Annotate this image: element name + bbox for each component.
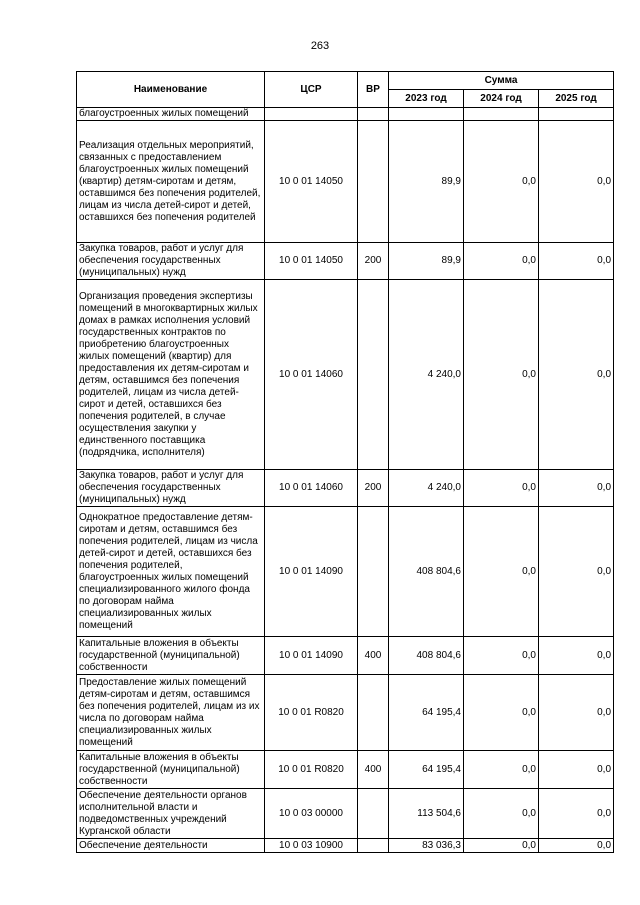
row-y2023: 89,9 xyxy=(389,121,464,243)
table-row xyxy=(77,789,614,839)
row-y2025: 0,0 xyxy=(539,789,614,839)
row-name: Однократное предоставление детям-сиротам и детям, оставшимся без попечения родителей, лицам из числа детей-сирот и детей, оставшихся без попечения родителей, благоустроенных жилых помещений специализированного жилого фонда по договорам найма специализированных жилых помещений xyxy=(77,507,265,637)
row-y2023: 113 504,6 xyxy=(389,789,464,839)
header-csr: ЦСР xyxy=(265,72,358,108)
row-y2024: 0,0 xyxy=(464,789,539,839)
row-name: Реализация отдельных мероприятий, связанных с предоставлением благоустроенных жилых помещений (квартир) детям-сиротам и детям, оставшимся без попечения родителей, лицам из числа детей-сирот и детей, оставшихся без попечения родителей xyxy=(77,121,265,243)
table-row xyxy=(77,280,614,470)
table-row-continuation xyxy=(77,108,614,121)
row-csr: 10 0 01 14050 xyxy=(265,121,358,243)
row-y2023: 4 240,0 xyxy=(389,470,464,507)
row-vr xyxy=(358,280,389,470)
row-csr: 10 0 01 14060 xyxy=(265,280,358,470)
page-number: 263 xyxy=(310,40,330,52)
row-y2025: 0,0 xyxy=(539,280,614,470)
row-y2024: 0,0 xyxy=(464,507,539,637)
row-y2024: 0,0 xyxy=(464,751,539,789)
row-y2024: 0,0 xyxy=(464,839,539,853)
row-name: благоустроенных жилых помещений xyxy=(77,108,265,121)
row-name: Предоставление жилых помещений детям-сиротам и детям, оставшимся без попечения родителей, лицам из их числа по договорам найма специализированных жилых помещений xyxy=(77,675,265,751)
row-y2023: 4 240,0 xyxy=(389,280,464,470)
table-row xyxy=(77,121,614,243)
row-name: Организация проведения экспертизы помещений в многоквартирных жилых домах в рамках исполнения условий государственных контрактов по приобретению благоустроенных жилых помещений (квартир) для предоставления их детям-сиротам и детям, оставшимся без попечения родителей, лицам из числа детей-сирот и детей, оставшихся без попечения родителей, в случае осуществления закупки у единственного поставщика (подрядчика, исполнителя) xyxy=(77,280,265,470)
row-y2025: 0,0 xyxy=(539,470,614,507)
row-y2023: 89,9 xyxy=(389,243,464,280)
table-header xyxy=(77,72,614,108)
row-y2024: 0,0 xyxy=(464,280,539,470)
row-csr: 10 0 01 14060 xyxy=(265,470,358,507)
row-name: Капитальные вложения в объекты государственной (муниципальной) собственности xyxy=(77,751,265,789)
row-y2024: 0,0 xyxy=(464,470,539,507)
table-row xyxy=(77,751,614,789)
row-csr: 10 0 01 R0820 xyxy=(265,751,358,789)
row-y2023: 64 195,4 xyxy=(389,751,464,789)
row-vr: 400 xyxy=(358,751,389,789)
row-y2024: 0,0 xyxy=(464,243,539,280)
row-name: Обеспечение деятельности органов исполнительной власти и подведомственных учреждений Курганской области xyxy=(77,789,265,839)
row-csr: 10 0 01 14050 xyxy=(265,243,358,280)
table-row xyxy=(77,637,614,675)
row-name: Капитальные вложения в объекты государственной (муниципальной) собственности xyxy=(77,637,265,675)
row-y2025: 0,0 xyxy=(539,839,614,853)
header-year-2023: 2023 год xyxy=(389,90,464,108)
row-vr xyxy=(358,839,389,853)
header-year-2025: 2025 год xyxy=(539,90,614,108)
row-y2025: 0,0 xyxy=(539,637,614,675)
row-vr xyxy=(358,789,389,839)
row-y2023: 64 195,4 xyxy=(389,675,464,751)
header-name: Наименование xyxy=(77,72,265,108)
header-sum: Сумма xyxy=(389,72,614,90)
row-name: Закупка товаров, работ и услуг для обеспечения государственных (муниципальных) нужд xyxy=(77,243,265,280)
row-y2024: 0,0 xyxy=(464,121,539,243)
row-y2024: 0,0 xyxy=(464,675,539,751)
row-csr: 10 0 03 00000 xyxy=(265,789,358,839)
row-y2025: 0,0 xyxy=(539,507,614,637)
table-row xyxy=(77,243,614,280)
row-vr xyxy=(358,121,389,243)
row-y2023: 83 036,3 xyxy=(389,839,464,853)
row-csr: 10 0 03 10900 xyxy=(265,839,358,853)
row-y2023: 408 804,6 xyxy=(389,637,464,675)
table-body xyxy=(77,108,614,853)
row-y2025: 0,0 xyxy=(539,121,614,243)
row-csr: 10 0 01 14090 xyxy=(265,637,358,675)
row-name: Закупка товаров, работ и услуг для обеспечения государственных (муниципальных) нужд xyxy=(77,470,265,507)
table-row xyxy=(77,507,614,637)
row-vr xyxy=(358,507,389,637)
row-csr: 10 0 01 R0820 xyxy=(265,675,358,751)
budget-table xyxy=(76,71,614,853)
table-row xyxy=(77,470,614,507)
row-csr: 10 0 01 14090 xyxy=(265,507,358,637)
row-vr: 200 xyxy=(358,470,389,507)
row-vr: 200 xyxy=(358,243,389,280)
row-vr xyxy=(358,675,389,751)
table-row xyxy=(77,839,614,853)
row-y2024: 0,0 xyxy=(464,637,539,675)
row-name: Обеспечение деятельности xyxy=(77,839,265,853)
header-year-2024: 2024 год xyxy=(464,90,539,108)
row-y2025: 0,0 xyxy=(539,675,614,751)
row-vr: 400 xyxy=(358,637,389,675)
table-row xyxy=(77,675,614,751)
header-vr: ВР xyxy=(358,72,389,108)
row-y2023: 408 804,6 xyxy=(389,507,464,637)
row-y2025: 0,0 xyxy=(539,751,614,789)
row-y2025: 0,0 xyxy=(539,243,614,280)
